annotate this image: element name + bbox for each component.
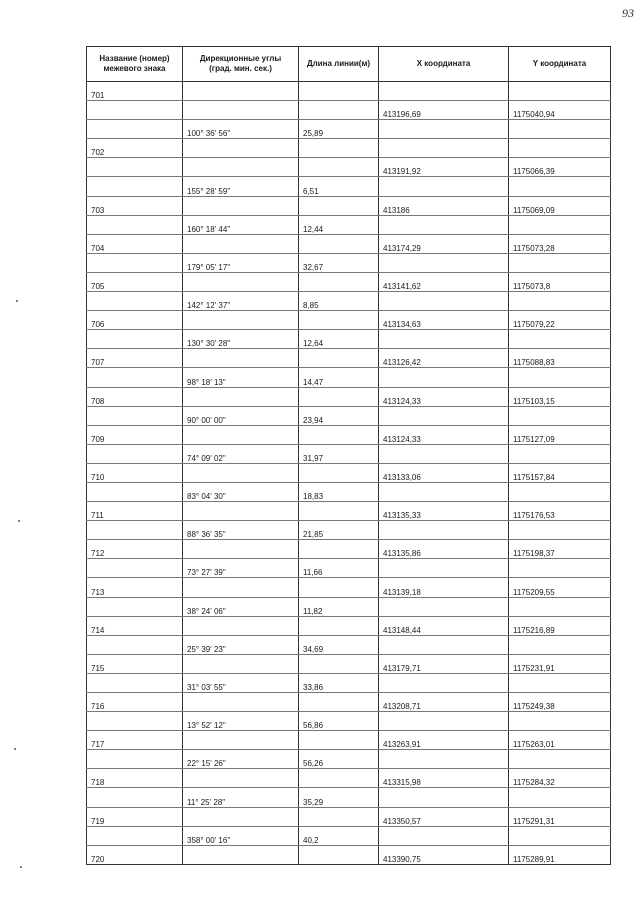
table-row: [87, 673, 611, 692]
cell-marker-name: 710: [87, 463, 183, 482]
cell-x-coordinate: 413139,18: [379, 578, 509, 597]
table-row: [87, 272, 611, 291]
cell-y-coordinate: [509, 368, 611, 387]
table-row: [87, 253, 611, 272]
cell-x-coordinate: 413135,33: [379, 502, 509, 521]
table-row: [87, 368, 611, 387]
cell-line-length: 12,64: [299, 330, 379, 349]
cell-bearing-angle: [183, 234, 299, 253]
cell-y-coordinate: [509, 750, 611, 769]
cell-bearing-angle: [183, 101, 299, 120]
cell-y-coordinate: 1175231,91: [509, 654, 611, 673]
cell-y-coordinate: 1175066,39: [509, 158, 611, 177]
cell-bearing-angle: 100° 36' 56": [183, 120, 299, 139]
cell-line-length: 11,66: [299, 559, 379, 578]
header-marker-name-line1: Название (номер): [99, 54, 170, 63]
table-row: [87, 502, 611, 521]
cell-line-length: 40,2: [299, 826, 379, 845]
table-row: [87, 521, 611, 540]
header-line-length: Длина линии(м): [299, 47, 379, 82]
cell-marker-name: 705: [87, 272, 183, 291]
cell-marker-name: 708: [87, 387, 183, 406]
cell-bearing-angle: 38° 24' 06": [183, 597, 299, 616]
cell-y-coordinate: [509, 597, 611, 616]
cell-x-coordinate: 413350,57: [379, 807, 509, 826]
cell-line-length: [299, 769, 379, 788]
cell-y-coordinate: 1175157,84: [509, 463, 611, 482]
table-row: [87, 330, 611, 349]
cell-marker-name: [87, 597, 183, 616]
cell-y-coordinate: 1175289,91: [509, 845, 611, 864]
cell-marker-name: [87, 177, 183, 196]
cell-line-length: [299, 693, 379, 712]
table-row: [87, 597, 611, 616]
scan-speck: [20, 866, 22, 868]
scan-speck: [14, 748, 16, 750]
cell-marker-name: [87, 406, 183, 425]
cell-x-coordinate: 413124,33: [379, 387, 509, 406]
cell-marker-name: 701: [87, 82, 183, 101]
cell-bearing-angle: 83° 04' 30": [183, 482, 299, 501]
cell-bearing-angle: 358° 00' 16": [183, 826, 299, 845]
cell-bearing-angle: [183, 616, 299, 635]
cell-x-coordinate: 413126,42: [379, 349, 509, 368]
table-row: [87, 101, 611, 120]
table-row: [87, 82, 611, 101]
cell-bearing-angle: 88° 36' 35": [183, 521, 299, 540]
cell-line-length: [299, 272, 379, 291]
cell-bearing-angle: 25° 39' 23": [183, 635, 299, 654]
cell-bearing-angle: [183, 654, 299, 673]
cell-x-coordinate: [379, 750, 509, 769]
cell-y-coordinate: [509, 712, 611, 731]
cell-x-coordinate: 413186: [379, 196, 509, 215]
cell-bearing-angle: [183, 158, 299, 177]
table-row: [87, 292, 611, 311]
cell-line-length: [299, 654, 379, 673]
cell-marker-name: 715: [87, 654, 183, 673]
cell-x-coordinate: [379, 826, 509, 845]
cell-bearing-angle: [183, 387, 299, 406]
cell-marker-name: [87, 158, 183, 177]
cell-line-length: [299, 196, 379, 215]
cell-marker-name: [87, 521, 183, 540]
cell-x-coordinate: 413134,63: [379, 311, 509, 330]
table-row: [87, 139, 611, 158]
cell-y-coordinate: 1175127,09: [509, 425, 611, 444]
cell-y-coordinate: 1175069,09: [509, 196, 611, 215]
cell-line-length: 35,29: [299, 788, 379, 807]
table-row: [87, 177, 611, 196]
cell-y-coordinate: [509, 673, 611, 692]
cell-y-coordinate: [509, 120, 611, 139]
table-row: [87, 635, 611, 654]
cell-x-coordinate: 413124,33: [379, 425, 509, 444]
boundary-coordinates-table: [86, 46, 611, 865]
cell-line-length: [299, 101, 379, 120]
cell-y-coordinate: 1175073,8: [509, 272, 611, 291]
cell-y-coordinate: 1175216,89: [509, 616, 611, 635]
cell-line-length: 8,85: [299, 292, 379, 311]
cell-bearing-angle: [183, 540, 299, 559]
cell-y-coordinate: 1175040,94: [509, 101, 611, 120]
table-row: [87, 425, 611, 444]
cell-line-length: 32,67: [299, 253, 379, 272]
header-x-coordinate: X координата: [379, 47, 509, 82]
cell-line-length: [299, 349, 379, 368]
header-bearing-angle-line1: Дирекционные углы: [199, 54, 282, 63]
table-row: [87, 215, 611, 234]
cell-y-coordinate: 1175088,83: [509, 349, 611, 368]
cell-x-coordinate: [379, 712, 509, 731]
cell-bearing-angle: 98° 18' 13": [183, 368, 299, 387]
cell-line-length: 56,86: [299, 712, 379, 731]
cell-x-coordinate: [379, 177, 509, 196]
cell-marker-name: [87, 559, 183, 578]
header-bearing-angle: [183, 47, 299, 82]
cell-marker-name: 713: [87, 578, 183, 597]
scan-speck: [16, 300, 18, 302]
cell-marker-name: [87, 826, 183, 845]
table-row: [87, 712, 611, 731]
cell-x-coordinate: 413135,86: [379, 540, 509, 559]
cell-bearing-angle: 155° 28' 59": [183, 177, 299, 196]
cell-x-coordinate: [379, 559, 509, 578]
cell-bearing-angle: 11° 25' 28": [183, 788, 299, 807]
cell-y-coordinate: 1175209,55: [509, 578, 611, 597]
cell-y-coordinate: 1175291,31: [509, 807, 611, 826]
table-row: [87, 693, 611, 712]
cell-line-length: 33,86: [299, 673, 379, 692]
cell-y-coordinate: [509, 330, 611, 349]
cell-line-length: 18,83: [299, 482, 379, 501]
cell-bearing-angle: [183, 731, 299, 750]
cell-y-coordinate: [509, 559, 611, 578]
cell-y-coordinate: [509, 788, 611, 807]
cell-x-coordinate: 413196,69: [379, 101, 509, 120]
table-row: [87, 463, 611, 482]
cell-x-coordinate: [379, 482, 509, 501]
cell-marker-name: 711: [87, 502, 183, 521]
cell-x-coordinate: 413179,71: [379, 654, 509, 673]
cell-bearing-angle: [183, 139, 299, 158]
table-row: [87, 616, 611, 635]
scan-speck: [18, 520, 20, 522]
cell-marker-name: 719: [87, 807, 183, 826]
table-row: [87, 196, 611, 215]
header-marker-name: [87, 47, 183, 82]
cell-y-coordinate: [509, 635, 611, 654]
header-marker-name-line2: межевого знака: [103, 64, 166, 73]
cell-y-coordinate: [509, 253, 611, 272]
cell-line-length: [299, 845, 379, 864]
table-row: [87, 311, 611, 330]
cell-x-coordinate: 413208,71: [379, 693, 509, 712]
cell-bearing-angle: [183, 196, 299, 215]
cell-bearing-angle: [183, 272, 299, 291]
cell-line-length: [299, 387, 379, 406]
table-row: [87, 654, 611, 673]
cell-bearing-angle: 73° 27' 39": [183, 559, 299, 578]
cell-bearing-angle: 13° 52' 12": [183, 712, 299, 731]
table-row: [87, 444, 611, 463]
cell-marker-name: [87, 292, 183, 311]
cell-bearing-angle: 31° 03' 55": [183, 673, 299, 692]
cell-x-coordinate: [379, 253, 509, 272]
cell-marker-name: 702: [87, 139, 183, 158]
cell-y-coordinate: 1175079,22: [509, 311, 611, 330]
header-y-coordinate: Y координата: [509, 47, 611, 82]
cell-marker-name: 707: [87, 349, 183, 368]
cell-line-length: [299, 234, 379, 253]
cell-x-coordinate: [379, 597, 509, 616]
cell-bearing-angle: [183, 463, 299, 482]
cell-bearing-angle: 142° 12' 37": [183, 292, 299, 311]
table-row: [87, 769, 611, 788]
cell-x-coordinate: [379, 330, 509, 349]
cell-bearing-angle: [183, 845, 299, 864]
cell-marker-name: 703: [87, 196, 183, 215]
cell-y-coordinate: 1175176,53: [509, 502, 611, 521]
cell-marker-name: 718: [87, 769, 183, 788]
cell-line-length: [299, 311, 379, 330]
cell-x-coordinate: [379, 215, 509, 234]
table-row: [87, 234, 611, 253]
cell-x-coordinate: [379, 521, 509, 540]
cell-bearing-angle: [183, 349, 299, 368]
cell-y-coordinate: [509, 482, 611, 501]
table-row: [87, 845, 611, 864]
cell-y-coordinate: 1175073,28: [509, 234, 611, 253]
table-row: [87, 349, 611, 368]
cell-bearing-angle: [183, 693, 299, 712]
cell-line-length: 56,26: [299, 750, 379, 769]
cell-marker-name: [87, 330, 183, 349]
cell-y-coordinate: [509, 82, 611, 101]
cell-x-coordinate: 413148,44: [379, 616, 509, 635]
cell-marker-name: 717: [87, 731, 183, 750]
table-header-row: [87, 47, 611, 82]
cell-marker-name: [87, 120, 183, 139]
cell-bearing-angle: 22° 15' 26": [183, 750, 299, 769]
cell-y-coordinate: [509, 139, 611, 158]
cell-line-length: [299, 616, 379, 635]
table-row: [87, 482, 611, 501]
cell-y-coordinate: 1175263,01: [509, 731, 611, 750]
cell-marker-name: [87, 368, 183, 387]
cell-x-coordinate: [379, 82, 509, 101]
cell-marker-name: 704: [87, 234, 183, 253]
table-row: [87, 406, 611, 425]
cell-bearing-angle: 130° 30' 28": [183, 330, 299, 349]
cell-y-coordinate: [509, 215, 611, 234]
cell-x-coordinate: 413191,92: [379, 158, 509, 177]
cell-marker-name: 720: [87, 845, 183, 864]
table-row: [87, 120, 611, 139]
cell-x-coordinate: 413315,98: [379, 769, 509, 788]
cell-line-length: 21,85: [299, 521, 379, 540]
cell-x-coordinate: [379, 444, 509, 463]
cell-x-coordinate: [379, 120, 509, 139]
cell-line-length: [299, 425, 379, 444]
cell-line-length: [299, 82, 379, 101]
cell-y-coordinate: 1175284,32: [509, 769, 611, 788]
cell-x-coordinate: 413141,62: [379, 272, 509, 291]
cell-bearing-angle: 160° 18' 44": [183, 215, 299, 234]
cell-line-length: 23,94: [299, 406, 379, 425]
page-number-mark: 93: [622, 6, 634, 20]
table-row: [87, 540, 611, 559]
table-row: [87, 750, 611, 769]
cell-line-length: [299, 139, 379, 158]
cell-marker-name: [87, 673, 183, 692]
header-bearing-angle-line2: (град. мин. сек.): [209, 64, 272, 73]
cell-marker-name: 716: [87, 693, 183, 712]
cell-bearing-angle: [183, 425, 299, 444]
cell-marker-name: [87, 750, 183, 769]
cell-y-coordinate: 1175103,15: [509, 387, 611, 406]
cell-bearing-angle: [183, 82, 299, 101]
cell-x-coordinate: [379, 673, 509, 692]
cell-bearing-angle: [183, 311, 299, 330]
table-row: [87, 788, 611, 807]
cell-marker-name: [87, 788, 183, 807]
cell-bearing-angle: 74° 09' 02": [183, 444, 299, 463]
cell-x-coordinate: 413174,29: [379, 234, 509, 253]
cell-line-length: 31,97: [299, 444, 379, 463]
cell-x-coordinate: 413390,75: [379, 845, 509, 864]
cell-y-coordinate: [509, 292, 611, 311]
cell-line-length: [299, 463, 379, 482]
cell-marker-name: [87, 253, 183, 272]
cell-line-length: [299, 158, 379, 177]
cell-y-coordinate: [509, 444, 611, 463]
cell-y-coordinate: [509, 177, 611, 196]
cell-line-length: [299, 540, 379, 559]
cell-y-coordinate: [509, 521, 611, 540]
cell-line-length: [299, 807, 379, 826]
cell-y-coordinate: [509, 406, 611, 425]
cell-line-length: 12,44: [299, 215, 379, 234]
table-row: [87, 387, 611, 406]
cell-marker-name: [87, 482, 183, 501]
cell-marker-name: [87, 635, 183, 654]
cell-line-length: 11,82: [299, 597, 379, 616]
cell-x-coordinate: [379, 292, 509, 311]
cell-bearing-angle: [183, 807, 299, 826]
cell-y-coordinate: 1175198,37: [509, 540, 611, 559]
cell-marker-name: 709: [87, 425, 183, 444]
cell-bearing-angle: 90° 00' 00": [183, 406, 299, 425]
cell-line-length: 14,47: [299, 368, 379, 387]
cell-y-coordinate: [509, 826, 611, 845]
table-row: [87, 578, 611, 597]
cell-marker-name: 714: [87, 616, 183, 635]
table-row: [87, 826, 611, 845]
cell-marker-name: 706: [87, 311, 183, 330]
cell-marker-name: 712: [87, 540, 183, 559]
table-row: [87, 807, 611, 826]
cell-bearing-angle: 179° 05' 17": [183, 253, 299, 272]
cell-marker-name: [87, 215, 183, 234]
cell-x-coordinate: [379, 788, 509, 807]
cell-line-length: 34,69: [299, 635, 379, 654]
cell-y-coordinate: 1175249,38: [509, 693, 611, 712]
cell-line-length: 6,51: [299, 177, 379, 196]
cell-line-length: [299, 578, 379, 597]
cell-x-coordinate: [379, 635, 509, 654]
cell-x-coordinate: [379, 406, 509, 425]
table-row: [87, 158, 611, 177]
cell-line-length: [299, 731, 379, 750]
cell-marker-name: [87, 712, 183, 731]
cell-bearing-angle: [183, 502, 299, 521]
cell-bearing-angle: [183, 578, 299, 597]
cell-line-length: [299, 502, 379, 521]
cell-x-coordinate: 413133,06: [379, 463, 509, 482]
cell-bearing-angle: [183, 769, 299, 788]
table-row: [87, 559, 611, 578]
table-row: [87, 731, 611, 750]
cell-x-coordinate: [379, 368, 509, 387]
cell-marker-name: [87, 101, 183, 120]
cell-x-coordinate: 413263,91: [379, 731, 509, 750]
cell-x-coordinate: [379, 139, 509, 158]
cell-marker-name: [87, 444, 183, 463]
cell-line-length: 25,89: [299, 120, 379, 139]
